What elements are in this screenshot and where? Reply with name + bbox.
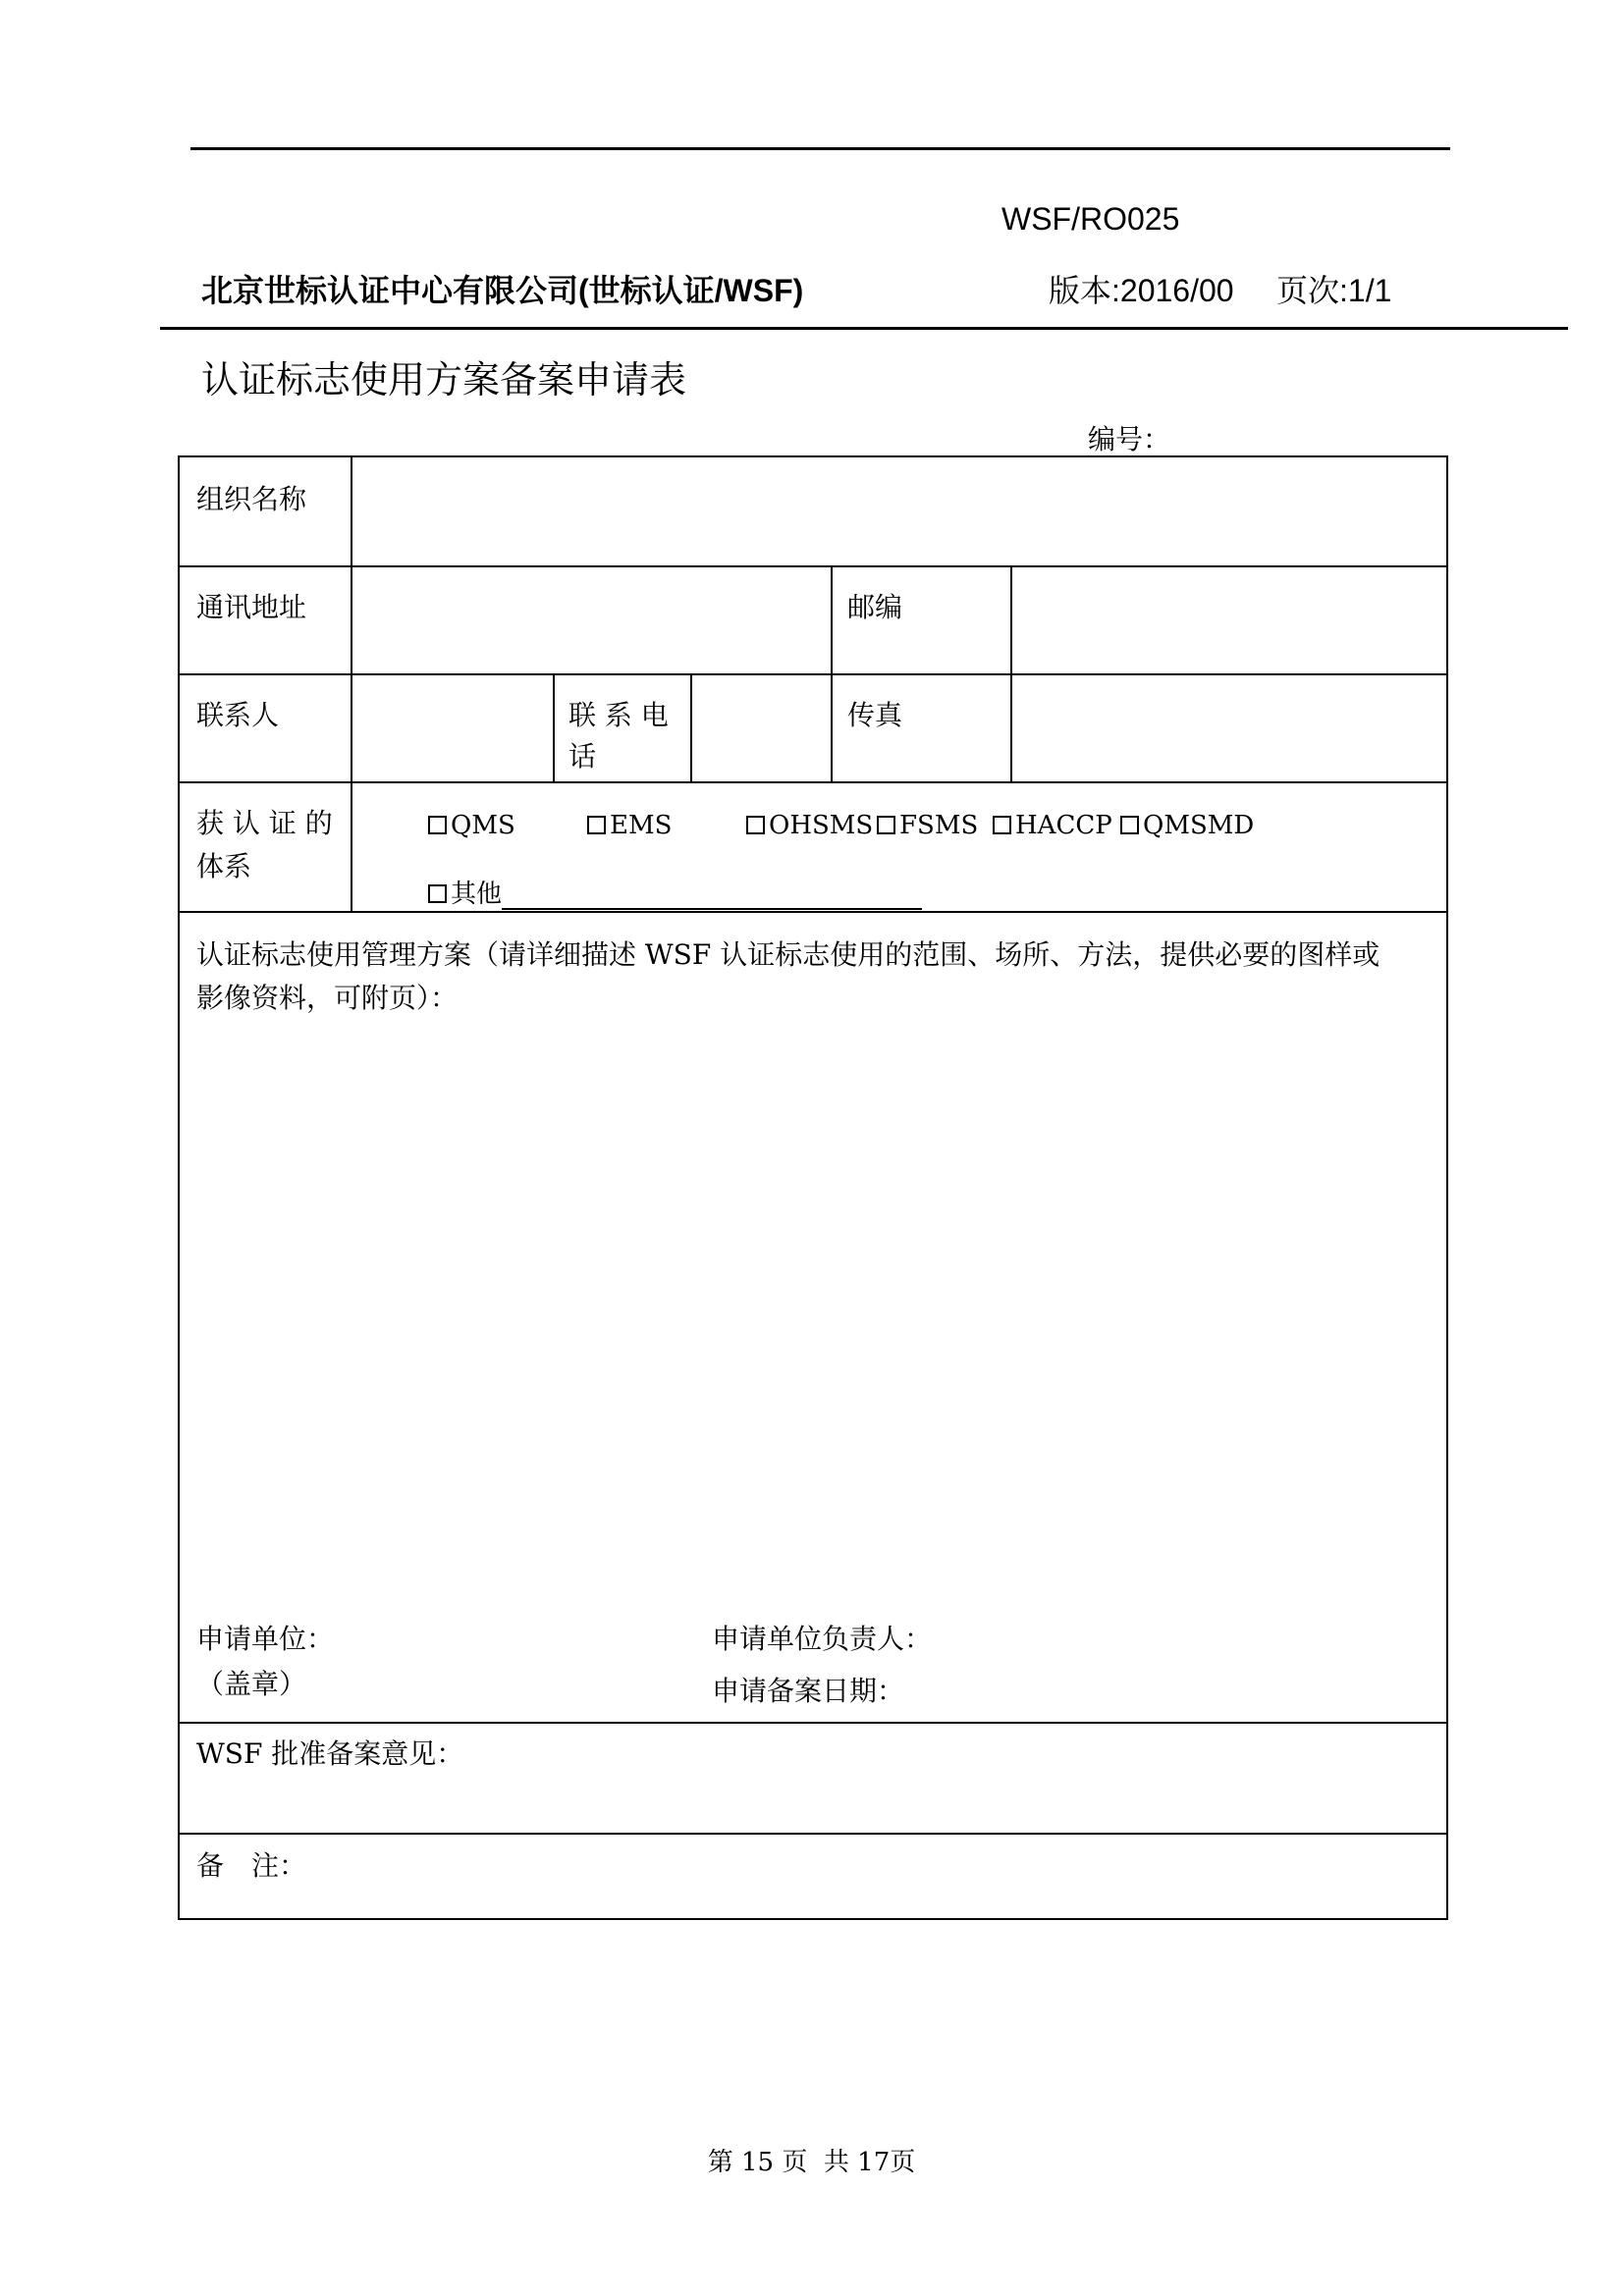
cert-system-label-line1: 获 认 证 的 xyxy=(196,807,333,839)
checkbox-square-icon xyxy=(993,816,1011,834)
checkbox-qmsmd[interactable]: QMSMD xyxy=(1120,811,1254,840)
plan-description-line2: 影像资料，可附页）： xyxy=(196,982,459,1014)
checkbox-other[interactable]: 其他 xyxy=(428,874,922,910)
column-divider xyxy=(1010,565,1012,781)
remarks-label: 备 注： xyxy=(196,1849,307,1882)
header-bottom-rule xyxy=(160,327,1568,330)
row-divider xyxy=(180,911,1446,913)
header-top-rule xyxy=(190,147,1450,150)
checkbox-square-icon xyxy=(1120,816,1139,834)
postcode-label: 邮编 xyxy=(847,591,903,623)
page-indicator: 页次:1/1 xyxy=(1276,273,1392,308)
row-divider xyxy=(180,565,1446,567)
address-field[interactable] xyxy=(354,569,828,669)
checkbox-square-icon xyxy=(877,816,895,834)
application-form xyxy=(178,455,1448,1920)
checkbox-fsms[interactable]: FSMS xyxy=(877,811,978,840)
checkbox-square-icon xyxy=(587,816,606,834)
approval-field[interactable] xyxy=(184,1778,1442,1829)
form-title: 认证标志使用方案备案申请表 xyxy=(201,358,687,401)
contact-field[interactable] xyxy=(354,677,551,777)
approval-label: WSF 批准备案意见： xyxy=(196,1737,464,1770)
checkbox-square-icon xyxy=(428,884,447,903)
plan-description-line1: 认证标志使用管理方案（请详细描述 WSF 认证标志使用的范围、场所、方法，提供必要的图样或 xyxy=(196,938,1380,971)
checkbox-ems[interactable]: EMS xyxy=(587,811,672,840)
plan-description-area[interactable] xyxy=(184,1027,1442,1576)
postcode-field[interactable] xyxy=(1014,569,1442,669)
label-column-divider xyxy=(351,457,352,911)
document-code: WSF/RO025 xyxy=(1001,201,1180,237)
phone-label-line1: 联 系 电 xyxy=(568,699,669,731)
serial-number-label: 编号： xyxy=(1088,423,1171,455)
applicant-person-label: 申请单位负责人： xyxy=(712,1623,933,1655)
stamp-label: （盖章） xyxy=(196,1668,307,1700)
row-divider xyxy=(180,1833,1446,1835)
org-name-field[interactable] xyxy=(354,461,1442,561)
row-divider xyxy=(180,1722,1446,1724)
org-name-label: 组织名称 xyxy=(196,483,307,515)
column-divider xyxy=(553,673,555,781)
phone-label-line2: 话 xyxy=(568,740,597,773)
row-divider xyxy=(180,781,1446,783)
checkbox-square-icon xyxy=(746,816,765,834)
column-divider xyxy=(690,673,692,781)
checkbox-qms[interactable]: QMS xyxy=(428,811,515,840)
contact-label: 联系人 xyxy=(196,699,280,731)
company-name: 北京世标认证中心有限公司(世标认证/WSF) xyxy=(201,273,804,308)
row-divider xyxy=(180,673,1446,675)
applicant-unit-label: 申请单位： xyxy=(196,1623,335,1655)
address-label: 通讯地址 xyxy=(196,591,307,623)
application-date-label: 申请备案日期： xyxy=(712,1675,905,1707)
other-fill-line[interactable] xyxy=(502,881,922,910)
checkbox-square-icon xyxy=(428,816,447,834)
phone-field[interactable] xyxy=(694,677,828,777)
page-footer: 第 15 页 共 17页 xyxy=(707,2148,916,2177)
checkbox-haccp[interactable]: HACCP xyxy=(993,811,1112,840)
column-divider xyxy=(831,565,833,781)
version-label: 版本:2016/00 xyxy=(1049,273,1234,308)
fax-field[interactable] xyxy=(1014,677,1442,777)
fax-label: 传真 xyxy=(847,699,903,731)
cert-system-label-line2: 体系 xyxy=(196,850,252,882)
checkbox-ohsms[interactable]: OHSMS xyxy=(746,811,873,840)
